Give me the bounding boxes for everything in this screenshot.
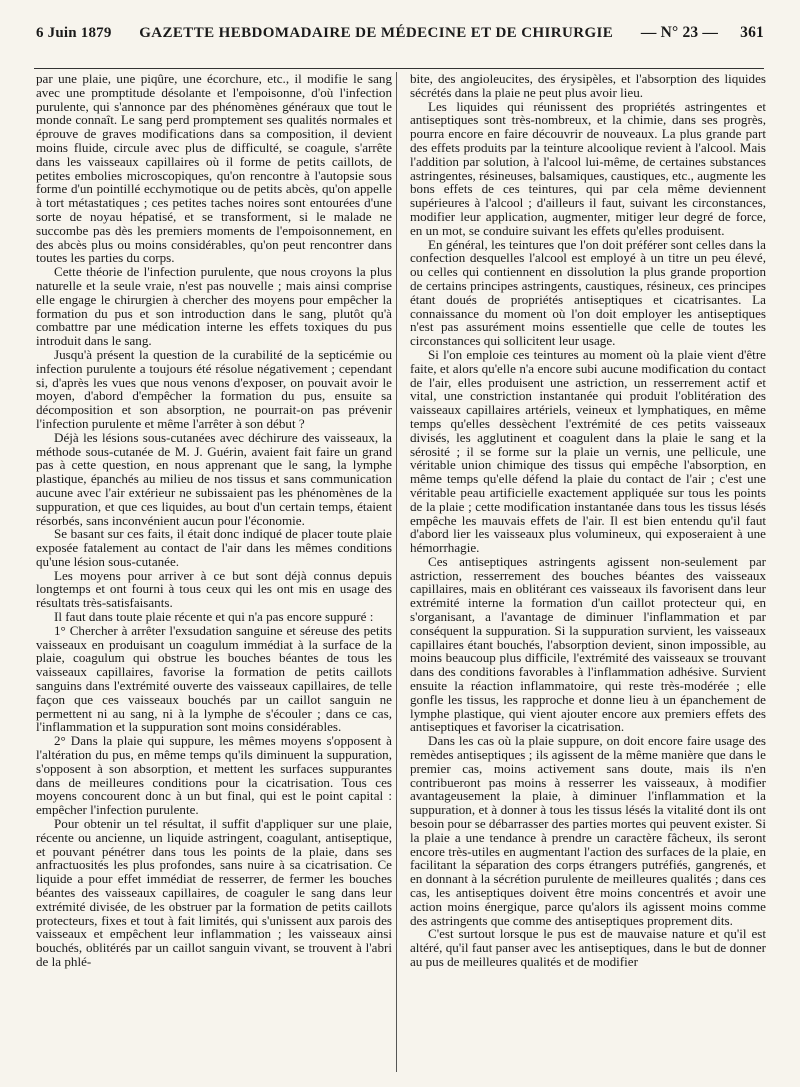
paragraph: 2° Dans la plaie qui suppure, les mêmes moyens s'opposent à l'altération du pus, en même temps qu'ils diminuent la suppuration, s'opposent à son absorption, et mettent les surfaces suppurantes dans de meilleures conditions pour la cicatrisation. Tous ces moyens concourent donc à un but final, qui est le point capital : empêcher l'infection purulente. [36,733,392,818]
paragraph: par une plaie, une piqûre, une écorchure, etc., il modifie le sang avec une promptitude désolante et l'empoisonne, d'où l'infection purulente, qui s'annonce par des phénomènes généraux que tout le monde connaît. Le sang perd promptement ses qualités normales et éprouve de graves modifications dans sa composition, il devient moins fluide, circule avec plus de difficulté, se coagule, s'arrête dans les vaisseaux capillaires où il forme de petits caillots, de petites embolies microscopiques, qu'on rencontre à l'autopsie sous forme d'un pointillé ecchymotique ou de petits abcès, qu'on appelle à tort métastatiques ; ces petites taches noires sont entourées d'une sorte de noyau hépatisé, et se transforment, si le malade ne succombe pas dès les premiers moments de l'empoisonnement, en des abcès plus ou moins considérables, qu'on peut rencontrer dans toutes les parties du corps. [36,72,392,266]
page-number: 361 [740,24,764,41]
right-column [410,72,766,1077]
left-column [36,72,392,1077]
paragraph: Déjà les lésions sous-cutanées avec déchirure des vaisseaux, la méthode sous-cutanée de M. J. Guérin, avaient fait faire un grand pas à cette question, en nous apprenant que le sang, la lymphe plastique, épanchés au milieu de nos tissus et sans communication aucune avec l'air extérieur ne subissaient pas les phénomènes de la suppuration, et que ces liquides, au bout d'un certain temps, étaient résorbés, sans inconvénient aucun pour l'économie. [36,429,392,528]
paragraph: Jusqu'à présent la question de la curabilité de la septicémie ou infection purulente a toujours été résolue négativement ; cependant si, d'après les vues que nous venons d'exposer, on pouvait avoir le moyen, d'abord d'empêcher la formation du pus, ensuite sa décomposition et son absorption, ne pourrait-on pas prévenir l'infection purulente et même l'arrêter à son début ? [36,346,392,431]
header-rule [34,68,764,69]
paragraph: Pour obtenir un tel résultat, il suffit d'appliquer sur une plaie, récente ou ancienne, un liquide astringent, coagulant, antiseptique, et pouvant pénétrer dans tous les points de la plaie, dans ses anfractuosités les plus profondes, sans nuire à sa cicatrisation. Ce liquide a pour effet immédiat de resserrer, de fermer les bouches béantes des vaisseaux capillaires, de coaguler le sang dans leur extrémité divisée, de les obstruer par la formation de petits caillots protecteurs, fixes et tout à fait limités, qui s'unissent aux parois des vaisseaux et empêchent leur inflammation ; les vaisseaux ainsi bouchés, oblitérés par un caillot sanguin vivant, se trouvent à l'abri de la phlé- [36,816,392,969]
page-header [36,16,764,50]
paragraph: Cette théorie de l'infection purulente, que nous croyons la plus naturelle et la seule vraie, n'est pas nouvelle ; mais ainsi comprise elle engage le chirurgien à chercher des moyens pour empêcher la formation du pus et son introduction dans le sang, plutôt qu'à combattre par une médication interne les effets toxiques du pus introduit dans le sang. [36,264,392,349]
paragraph: Les liquides qui réunissent des propriétés astringentes et antiseptiques sont très-nombreux, et la chimie, dans ses progrès, pourra encore en faire découvrir de nouveaux. La plus grande part des effets produits par la teinture alcoolique revient à l'alcool. Mais l'addition par solution, à l'alcool lui-même, de certaines substances astringentes, résineuses, balsamiques, caustiques, etc., augmente les bons effets de ces teintures, qui par cela même deviennent supérieures à l'alcool ; d'ailleurs il faut, suivant les circonstances, modifier leur application, augmenter, mitiger leur degré de force, en un mot, se conduire suivant les effets qu'elles produisent. [410,98,766,238]
paragraph: 1° Chercher à arrêter l'exsudation sanguine et séreuse des petits vaisseaux en produisant un coagulum immédiat à la surface de la plaie, coagulum qui obstrue les bouches béantes de tous les vaisseaux capillaires, favorise la formation de petits caillots sanguins dans l'extrémité ouverte des vaisseaux capillaires, de telle façon que ces vaisseaux bouchés par un caillot sanguin ne permettent ni au sang, ni à la lymphe de s'écouler ; dans ce cas, l'inflammation et la suppuration sont moins considérables. [36,622,392,735]
paragraph: Se basant sur ces faits, il était donc indiqué de placer toute plaie exposée fatalement au contact de l'air dans les mêmes conditions qu'une lésion sous-cutanée. [36,526,392,569]
issue-number: — N° 23 — [640,24,719,41]
paragraph: En général, les teintures que l'on doit préférer sont celles dans la confection desquelles l'alcool est employé à un titre un peu élevé, ou celles qui contiennent en dissolution la plus grande proportion de certains principes astringents, caustiques, résineux, ces principes étant doués de propriétés antiseptiques et cicatrisantes. La connaissance du moment où l'on doit employer les antiseptiques n'est pas assurément moins essentielle que celle de toutes les circonstances qui sollicitent leur usage. [410,236,766,349]
issue-info [641,24,764,42]
column-divider [396,72,397,1072]
paragraph: Les moyens pour arriver à ce but sont déjà connus depuis longtemps et ont fourni à tous ceux qui les ont mis en usage des résultats très-satisfaisants. [36,567,392,611]
paragraph: Si l'on emploie ces teintures au moment où la plaie vient d'être faite, et alors qu'elle n'a encore subi aucune modification du contact de l'air, elles produisent une astriction, un resserrement actif et vital, une constriction instantanée qui produit l'oblitération des vaisseaux capillaires artériels, veineux et lymphatiques, en même temps qu'elles dessèchent l'extrémité de ces petits vaisseaux divisés, les agglutinent et coagulent dans la plaie le sang et la sérosité ; il se forme sur la plaie un vernis, une pellicule, une véritable union chimique des tissus qui empêche l'absorption, en même temps qu'elle défend la plaie du contact de l'air ; c'est une véritable peau artificielle exactement appliquée sur tous les points de la plaie ; cette modification instantanée dans tous les tissus lésés empêche les mauvais effets de l'air. Il est bien entendu qu'il faut d'abord lier les vaisseaux plus volumineux, qui exposeraient à une hémorrhagie. [410,346,766,556]
paragraph: bite, des angioleucites, des érysipèles, et l'absorption des liquides sécrétés dans la plaie ne peut plus avoir lieu. [410,72,766,100]
issue-date: 6 Juin 1879 [36,24,112,41]
paragraph: Ces antiseptiques astringents agissent non-seulement par astriction, resserrement des bouches béantes des vaisseaux capillaires, mais en oblitérant ces vaisseaux ils favorisent dans leur extrémité interne la formation d'un caillot protecteur qui, en s'organisant, a l'avantage de diminuer l'inflammation et par conséquent la suppuration. Si la suppuration survient, les vaisseaux capillaires étant bouchés, l'absorption devient, sinon impossible, au moins beaucoup plus difficile, l'extrémité des vaisseaux se trouvant dans des conditions favorables à l'inflammation adhésive. Survient ensuite la réaction inflammatoire, qui reste très-modérée ; elle gonfle les tissus, les rapproche et donne lieu à un épanchement de lymphe plastique, qui vient ajouter encore aux premiers effets des antiseptiques et favoriser la cicatrisation. [410,553,766,735]
paragraph: C'est surtout lorsque le pus est de mauvaise nature et qu'il est altéré, qu'il faut panser avec les antiseptiques, dans le but de donner au pus de meilleures qualités et de modifier [410,926,766,969]
journal-title: GAZETTE HEBDOMADAIRE DE MÉDECINE ET DE CHIRURGIE [139,24,614,41]
paragraph: Il faut dans toute plaie récente et qui n'a pas encore suppuré : [54,609,374,625]
paragraph: Dans les cas où la plaie suppure, on doit encore faire usage des remèdes antiseptiques ; ils agissent de la même manière que dans le premier cas, moins activement sans doute, mais ils n'en contribueront pas moins à resserrer les vaisseaux, à modifier avantageusement la plaie, à diminuer l'inflammation et la suppuration, et à donner à tous les tissus lésés la vitalité dont ils ont besoin pour se débarrasser des parties mortes qui peuvent exister. Si la plaie a une tendance à prendre un caractère fâcheux, ils seront encore très-utiles en augmentant l'action des surfaces de la plaie, en facilitant la séparation des corps étrangers putréfiés, gangrenés, et en donnant à la sécrétion purulente de meilleures qualités ; dans ces cas, les antiseptiques doivent être moins concentrés et avoir une action moins énergique, parce qu'alors ils agissent moins comme des astringents que comme des antiseptiques proprement dits. [410,733,766,928]
